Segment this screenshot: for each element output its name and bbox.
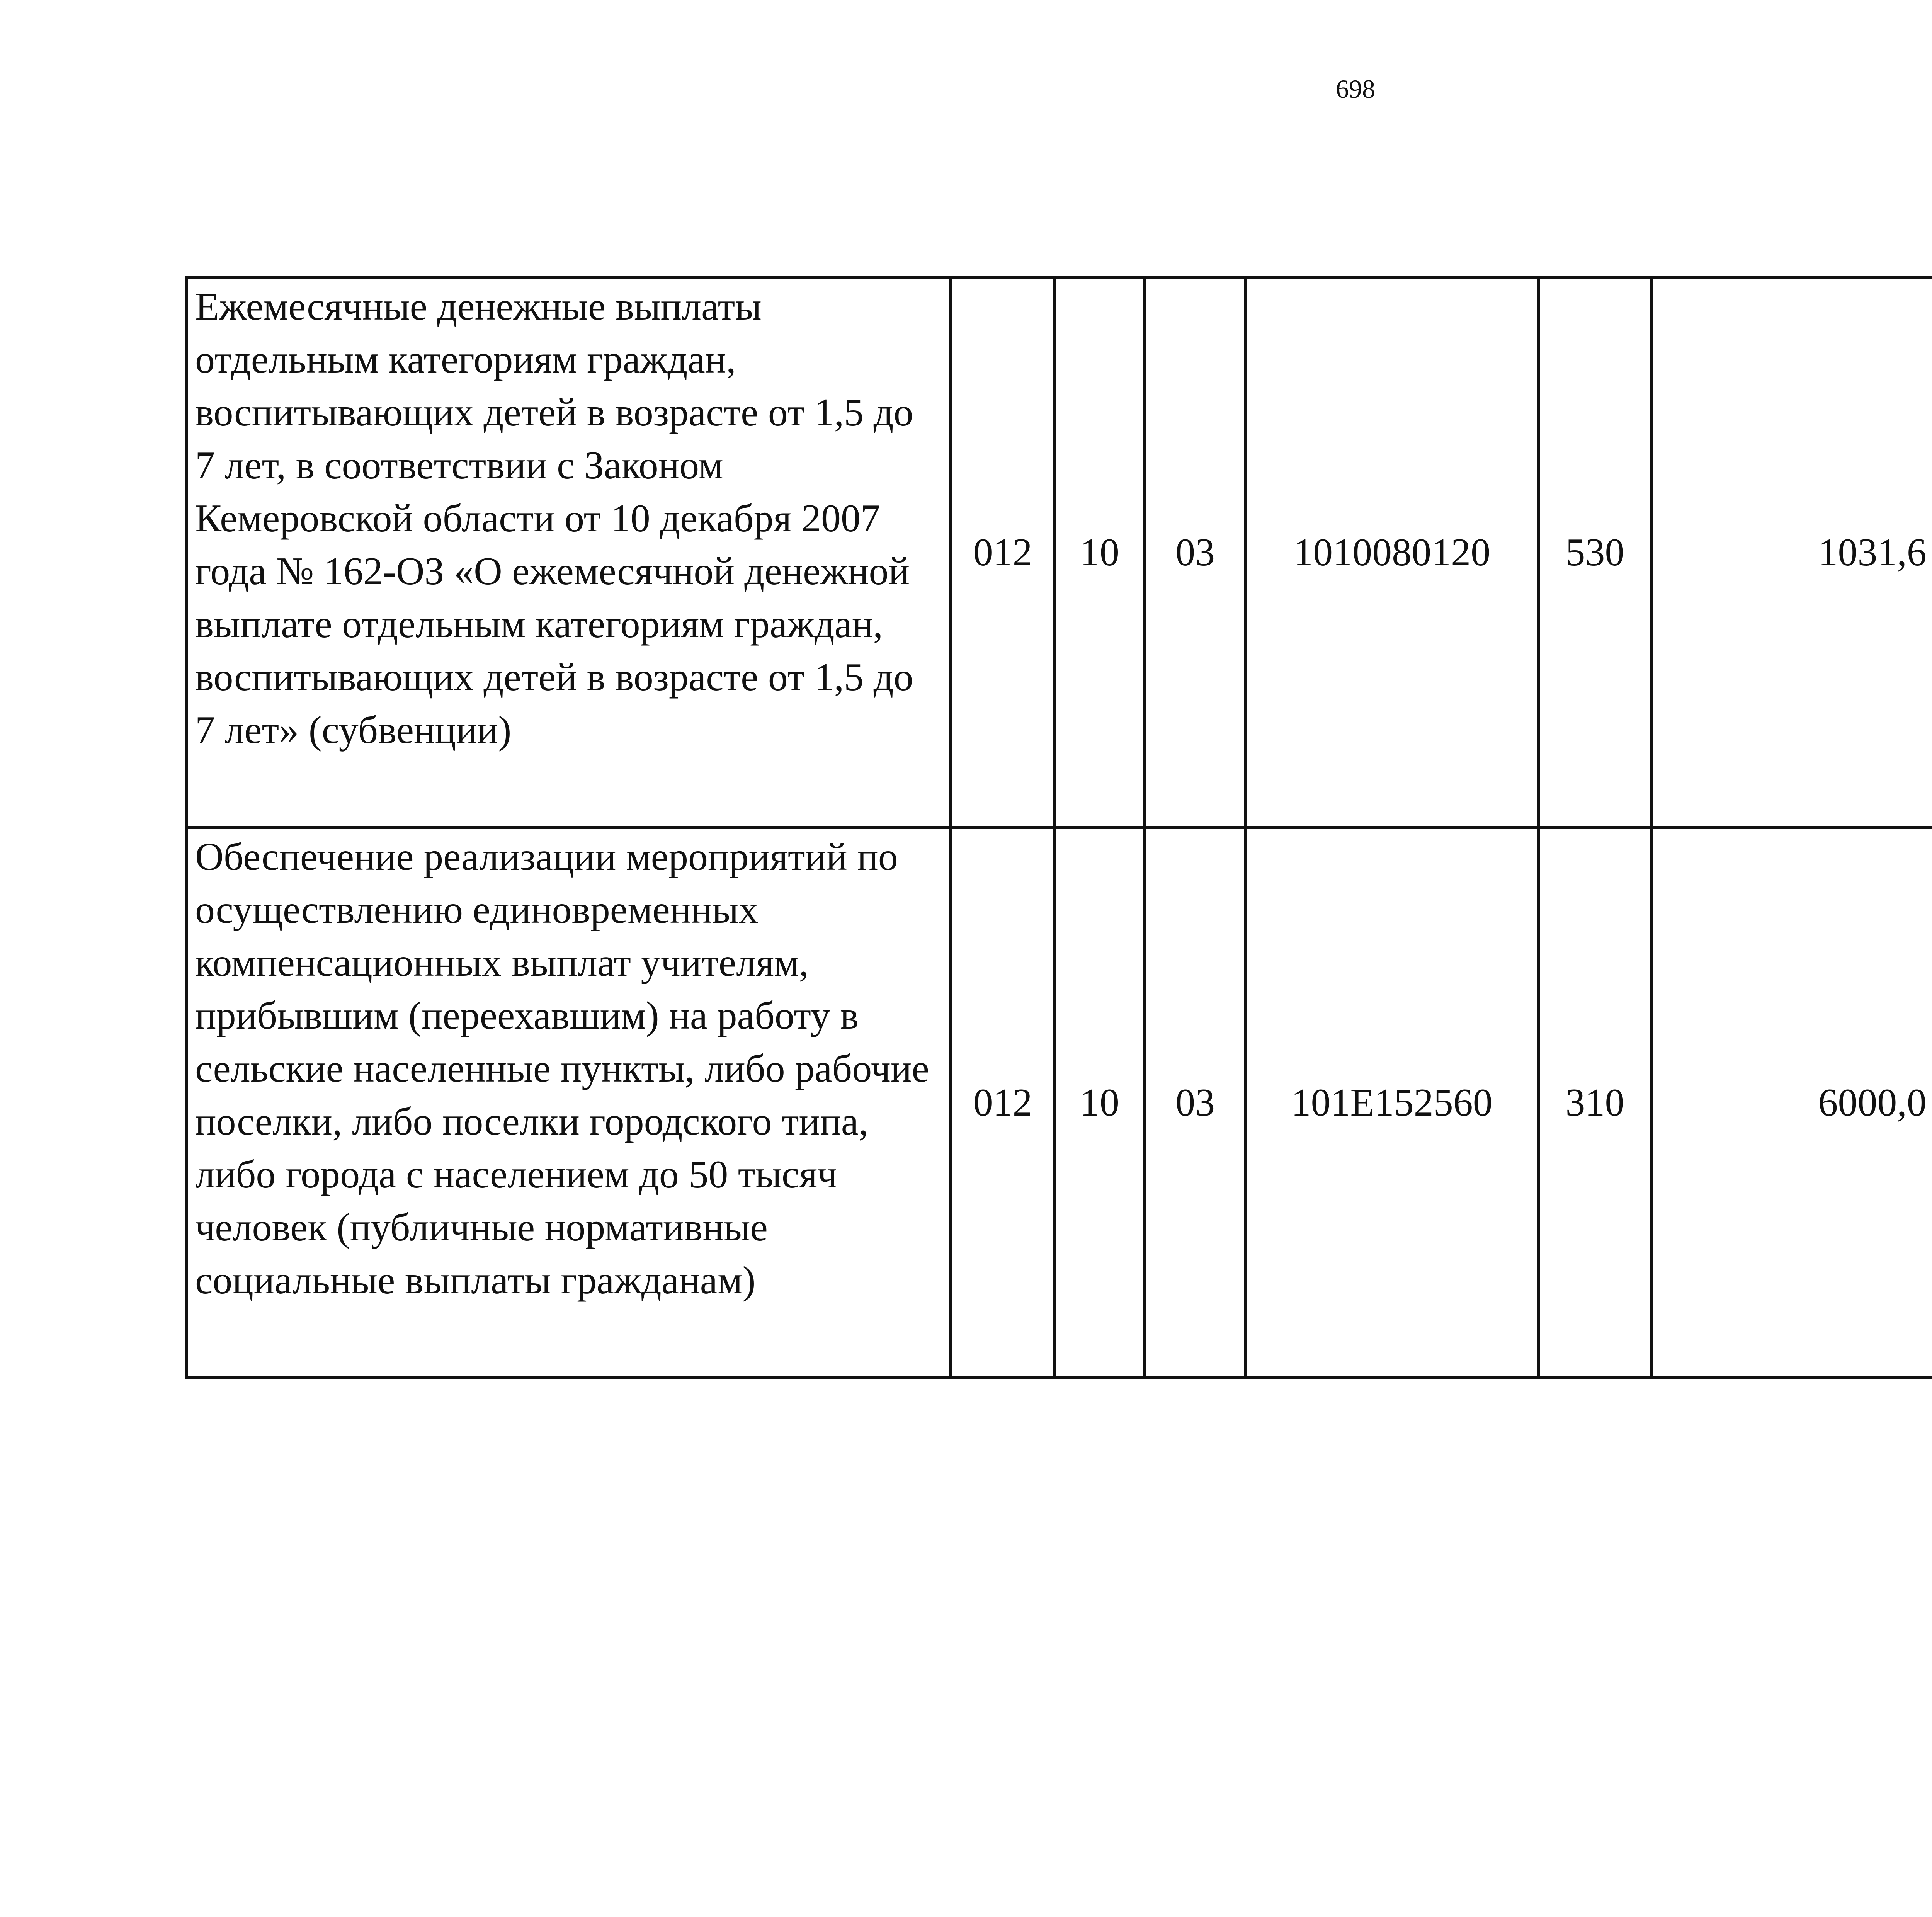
- row-description: Обеспечение реализации мероприятий по осуществлению единовременных компенсационных выплат учителям, прибывшим (переехавшим) на работу в сельские населенные пункты, либо рабочие поселки, либо поселки городского типа, либо города с населением до 50 тысяч человек (публичные нормативные социальные выплаты гражданам): [187, 827, 951, 1378]
- amount-1-cell: 6000,0: [1652, 827, 1932, 1378]
- ministry-code-cell: 012: [951, 827, 1054, 1378]
- target-item-cell: 1010080120: [1246, 277, 1538, 827]
- page-number: 698: [1336, 74, 1375, 104]
- section-code-cell: 10: [1054, 827, 1145, 1378]
- expense-type-cell: 530: [1538, 277, 1652, 827]
- row-description: Ежемесячные денежные выплаты отдельным категориям граждан, воспитывающих детей в возрасте от 1,5 до 7 лет, в соответствии с Законом Кемеровской области от 10 декабря 2007 года № 162-ОЗ «О ежемесячной денежной выплате отдельным категориям граждан, воспитывающих детей в возрасте от 1,5 до 7 лет» (субвенции): [187, 277, 951, 827]
- expense-type-cell: 310: [1538, 827, 1652, 1378]
- table-row: [187, 827, 1932, 1378]
- table-row: [187, 277, 1932, 827]
- budget-table: [185, 276, 1932, 1379]
- subsection-code-cell: 03: [1145, 827, 1245, 1378]
- ministry-code-cell: 012: [951, 277, 1054, 827]
- amount-1-cell: 1031,6: [1652, 277, 1932, 827]
- subsection-code-cell: 03: [1145, 277, 1245, 827]
- section-code-cell: 10: [1054, 277, 1145, 827]
- target-item-cell: 101E152560: [1246, 827, 1538, 1378]
